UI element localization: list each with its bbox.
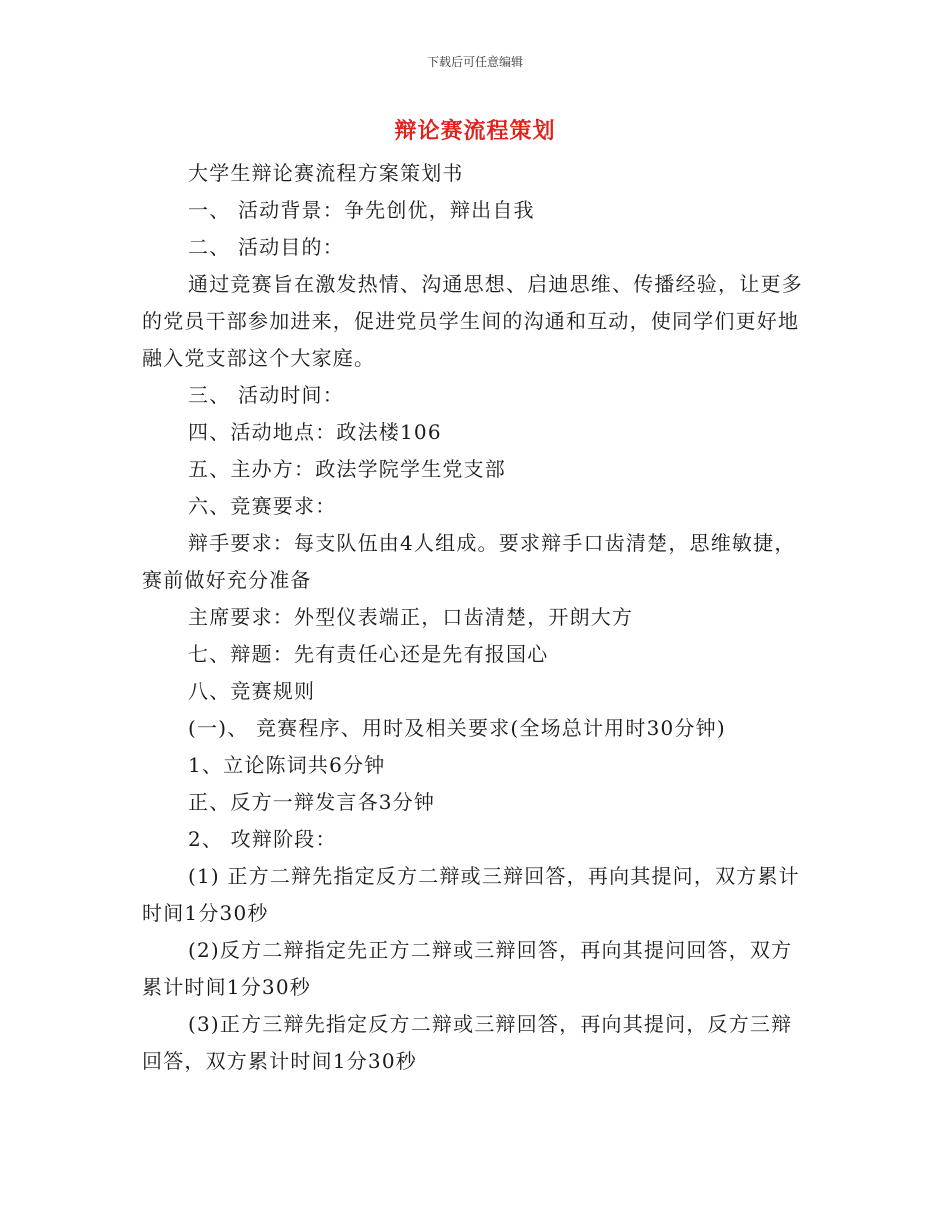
paragraph: 通过竞赛旨在激发热情、沟通思想、启迪思维、传播经验，让更多的党员干部参加进来，促进党员学生间的沟通和互动，使同学们更好地融入党支部这个大家庭。: [142, 272, 803, 370]
paragraph: 六、竞赛要求：: [188, 494, 337, 518]
paragraph: 一、 活动背景：争先创优，辩出自我: [188, 198, 535, 222]
paragraph: (3)正方三辩先指定反方二辩或三辩回答，再向其提问，反方三辩回答，双方累计时间1分30秒: [142, 1012, 793, 1073]
paragraph: 四、活动地点：政法楼106: [188, 420, 442, 444]
page-header: 下载后可任意编辑: [426, 55, 523, 69]
document-body: [142, 155, 808, 1080]
paragraph: 辩手要求：每支队伍由4人组成。要求辩手口齿清楚，思维敏捷，赛前做好充分准备: [142, 531, 796, 592]
document-title: 辩论赛流程策划: [394, 118, 556, 144]
paragraph: 七、辩题：先有责任心还是先有报国心: [188, 642, 549, 666]
paragraph: 正、反方一辩发言各3分钟: [188, 790, 436, 814]
paragraph: (2)反方二辩指定先正方二辩或三辩回答，再向其提问回答，双方累计时间1分30秒: [142, 938, 793, 999]
paragraph: 2、 攻辩阶段：: [188, 827, 337, 851]
paragraph: 大学生辩论赛流程方案策划书: [188, 161, 464, 185]
paragraph: 八、竞赛规则: [188, 679, 316, 703]
paragraph: 主席要求：外型仪表端正，口齿清楚，开朗大方: [188, 605, 634, 629]
paragraph: (一)、 竞赛程序、用时及相关要求(全场总计用时30分钟): [188, 716, 726, 740]
paragraph: (1) 正方二辩先指定反方二辩或三辩回答，再向其提问，双方累计时间1分30秒: [142, 864, 800, 925]
paragraph: 1、立论陈词共6分钟: [188, 753, 386, 777]
paragraph: 五、主办方：政法学院学生党支部: [188, 457, 506, 481]
paragraph: 三、 活动时间：: [188, 383, 344, 407]
paragraph: 二、 活动目的：: [188, 235, 344, 259]
